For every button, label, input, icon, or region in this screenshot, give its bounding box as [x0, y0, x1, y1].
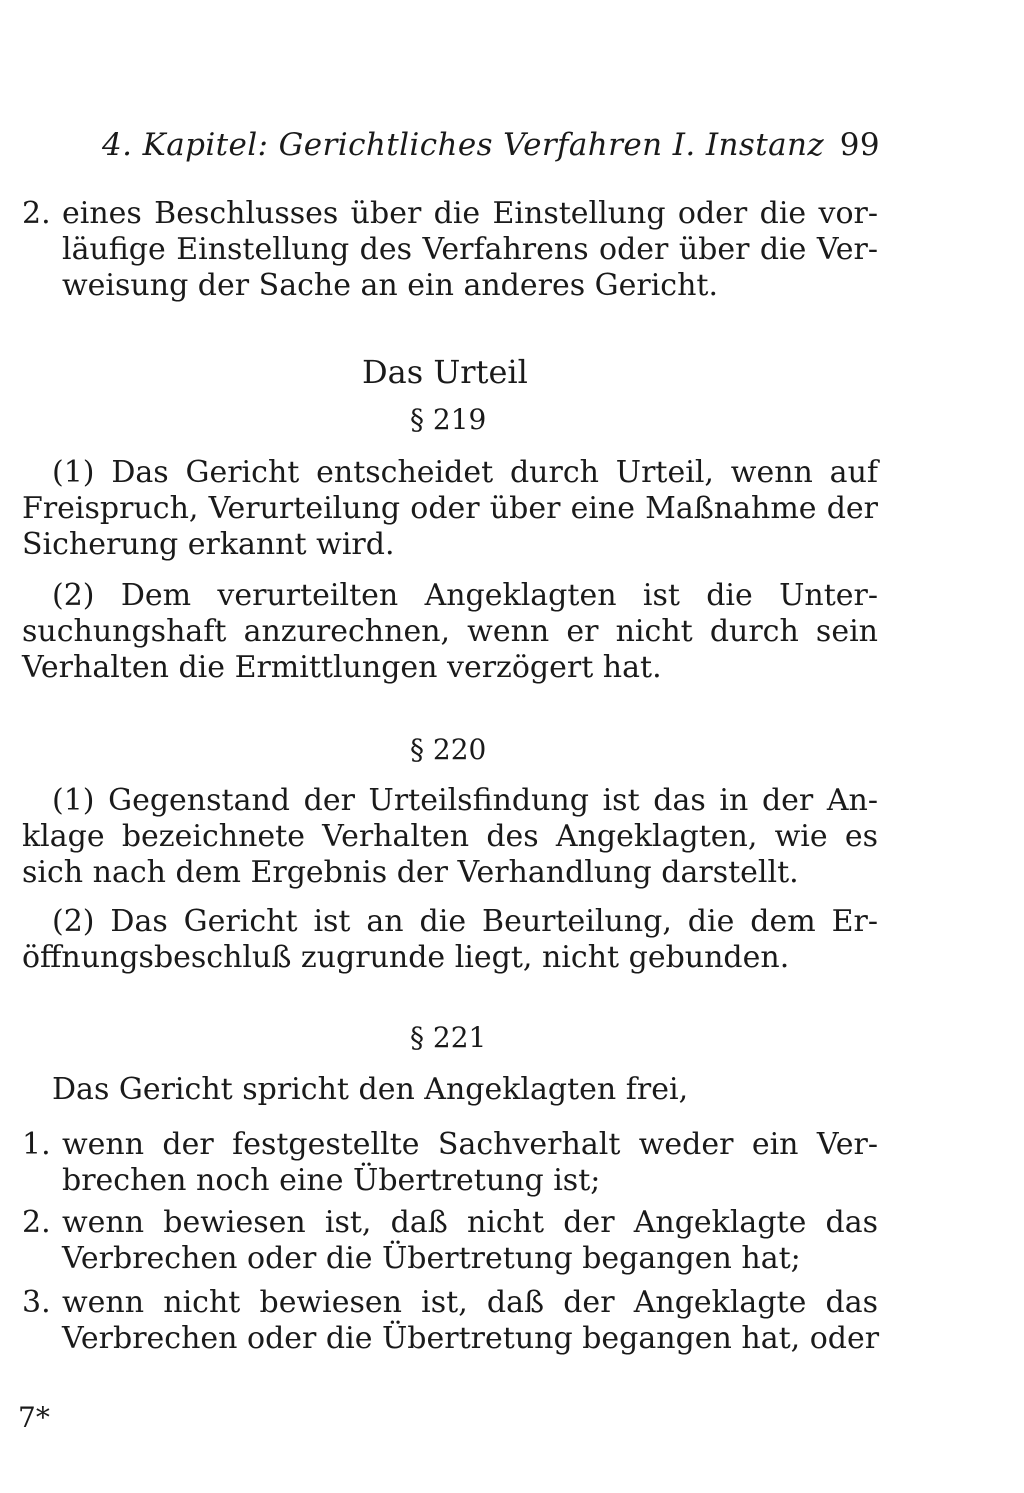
page-number: 99 [839, 127, 880, 163]
text-line: Verhalten die Ermittlungen verzögert hat. [22, 650, 662, 685]
list-number: 2. [22, 1205, 51, 1240]
text-line: klage bezeichnete Verhalten des Angeklagten, wie es [22, 819, 878, 854]
text-line: (2) Dem verurteilten Angeklagten ist die Unter- [52, 578, 878, 613]
paragraph-sign-221: § 221 [410, 1021, 487, 1054]
text-line: wenn nicht bewiesen ist, daß der Angeklagte das [62, 1285, 878, 1320]
paragraph-sign-219: § 219 [410, 403, 487, 436]
text-line: Verbrechen oder die Übertretung begangen hat, oder [62, 1321, 880, 1356]
text-line: (1) Gegenstand der Urteilsfindung ist das in der An- [52, 783, 878, 818]
text-line: weisung der Sache an ein anderes Gericht. [62, 268, 719, 303]
text-line: wenn der festgestellte Sachverhalt weder ein Ver- [62, 1127, 878, 1162]
paragraph-sign-220: § 220 [410, 733, 487, 766]
chapter-title: 4. Kapitel: Gerichtliches Verfahren I. Instanz [102, 127, 825, 163]
text-line: läufige Einstellung des Verfahrens oder über die Ver- [62, 232, 878, 267]
signature-mark: 7* [18, 1401, 50, 1434]
text-line: öffnungsbeschluß zugrunde liegt, nicht gebunden. [22, 940, 790, 975]
text-line: Freispruch, Verurteilung oder über eine Maßnahme der [22, 491, 878, 526]
running-header [102, 127, 880, 171]
list-number: 3. [22, 1285, 51, 1320]
text-line: wenn bewiesen ist, daß nicht der Angeklagte das [62, 1205, 878, 1240]
text-line: brechen noch eine Übertretung ist; [62, 1163, 601, 1198]
section-heading: Das Urteil [362, 353, 528, 391]
text-line: Sicherung erkannt wird. [22, 527, 395, 562]
text-line: eines Beschlusses über die Einstellung oder die vor- [62, 196, 878, 231]
list-number: 2. [22, 196, 51, 231]
text-line: (1) Das Gericht entscheidet durch Urteil, wenn auf [52, 455, 878, 490]
text-line: (2) Das Gericht ist an die Beurteilung, die dem Er- [52, 904, 878, 939]
text-line: Das Gericht spricht den Angeklagten frei, [52, 1072, 689, 1107]
text-line: sich nach dem Ergebnis der Verhandlung darstellt. [22, 855, 799, 890]
list-number: 1. [22, 1127, 51, 1162]
text-line: Verbrechen oder die Übertretung begangen hat; [62, 1241, 801, 1276]
text-line: suchungshaft anzurechnen, wenn er nicht durch sein [22, 614, 878, 649]
